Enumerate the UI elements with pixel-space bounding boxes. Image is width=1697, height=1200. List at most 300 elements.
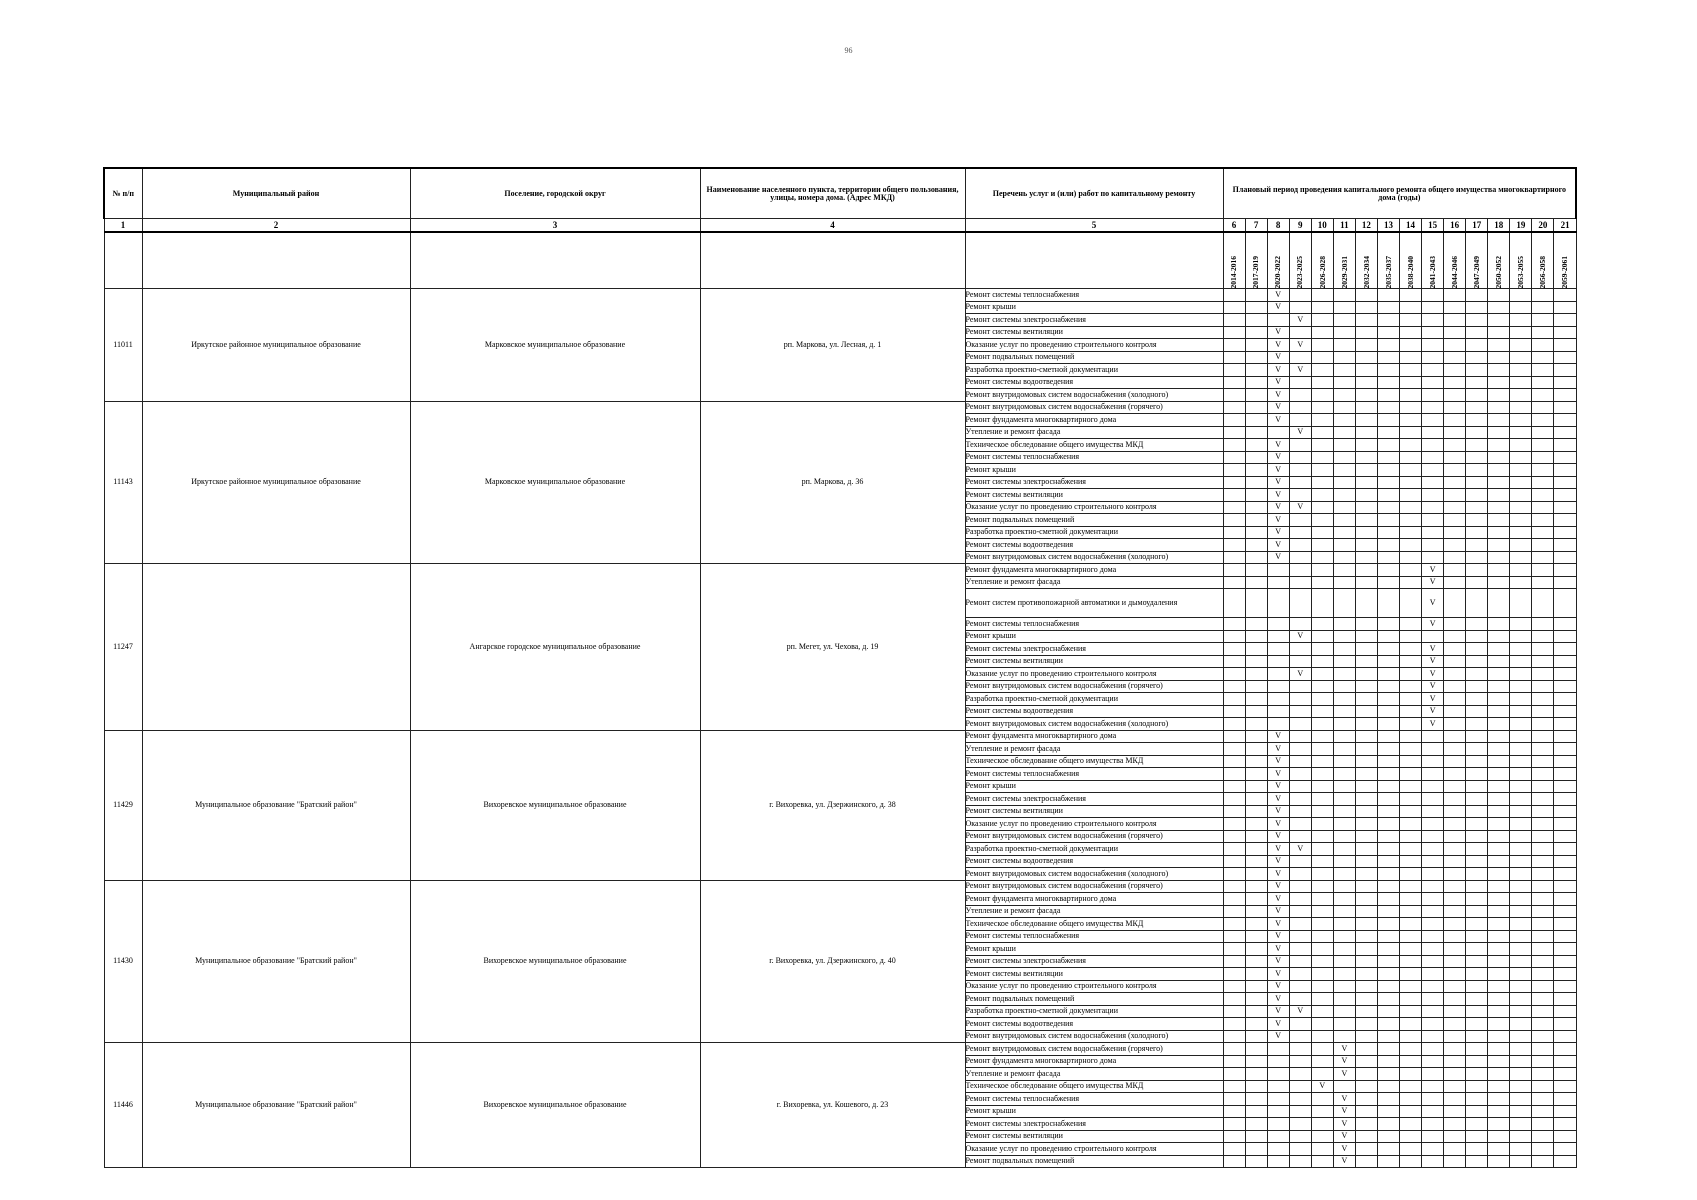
period-cell: [1333, 643, 1355, 656]
period-cell: [1488, 1118, 1510, 1131]
period-cell: [1400, 943, 1422, 956]
work-name: Утепление и ремонт фасада: [965, 1068, 1223, 1081]
period-cell: [1554, 451, 1576, 464]
period-cell: V: [1311, 1080, 1333, 1093]
period-cell: [1400, 1155, 1422, 1168]
period-cell: [1355, 1093, 1377, 1106]
period-cell: [1289, 980, 1311, 993]
period-cell: [1444, 1130, 1466, 1143]
period-cell: [1355, 955, 1377, 968]
period-cell: [1488, 980, 1510, 993]
period-cell: [1400, 905, 1422, 918]
period-cell: [1377, 730, 1399, 743]
period-cell: [1400, 414, 1422, 427]
period-cell: [1488, 755, 1510, 768]
period-cell: [1311, 643, 1333, 656]
period-cell: [1355, 980, 1377, 993]
period-cell: [1422, 514, 1444, 527]
period-cell: [1333, 730, 1355, 743]
period-cell: [1245, 880, 1267, 893]
period-cell: [1377, 930, 1399, 943]
period-cell: [1245, 968, 1267, 981]
period-cell: [1355, 551, 1377, 564]
period-label: 2014-2016: [1229, 255, 1239, 288]
period-cell: [1355, 1080, 1377, 1093]
period-cell: [1510, 1105, 1532, 1118]
period-cell: [1223, 1018, 1245, 1031]
period-cell: [1223, 955, 1245, 968]
period-cell: [1510, 489, 1532, 502]
period-cell: [1466, 893, 1488, 906]
period-cell: [1554, 1080, 1576, 1093]
period-cell: [1355, 793, 1377, 806]
work-name: Ремонт внутридомовых систем водоснабжения (горячего): [965, 880, 1223, 893]
period-cell: [1245, 1155, 1267, 1168]
column-number: 7: [1245, 219, 1267, 233]
period-cell: [1311, 401, 1333, 414]
period-cell: [1488, 943, 1510, 956]
period-row-blank: [965, 232, 1223, 289]
period-cell: [1466, 589, 1488, 618]
period-cell: [1400, 501, 1422, 514]
period-cell: [1289, 718, 1311, 731]
period-cell: [1510, 464, 1532, 477]
period-cell: [1488, 301, 1510, 314]
period-cell: [1355, 868, 1377, 881]
column-number: 2: [142, 219, 410, 233]
period-cell: [1289, 768, 1311, 781]
period-cell: V: [1267, 389, 1289, 402]
period-row: [104, 232, 1576, 289]
period-cell: V: [1267, 818, 1289, 831]
period-cell: [1267, 1143, 1289, 1156]
period-cell: [1311, 755, 1333, 768]
period-cell: [1289, 830, 1311, 843]
period-cell: [1267, 426, 1289, 439]
period-cell: [1267, 618, 1289, 631]
period-cell: [1267, 1093, 1289, 1106]
period-cell: [1466, 668, 1488, 681]
period-cell: V: [1267, 539, 1289, 552]
period-cell: [1400, 1043, 1422, 1056]
period-cell: [1245, 893, 1267, 906]
period-cell: [1400, 968, 1422, 981]
period-cell: [1466, 768, 1488, 781]
period-cell: [1333, 993, 1355, 1006]
period-cell: [1422, 868, 1444, 881]
period-cell: [1311, 389, 1333, 402]
period-cell: [1488, 780, 1510, 793]
period-cell: [1245, 1105, 1267, 1118]
period-cell: [1510, 289, 1532, 302]
period-cell: [1355, 1030, 1377, 1043]
period-header: [1532, 232, 1554, 289]
period-cell: [1422, 476, 1444, 489]
period-row-blank: [410, 232, 700, 289]
period-cell: [1466, 1030, 1488, 1043]
period-cell: [1400, 843, 1422, 856]
period-cell: [1466, 364, 1488, 377]
period-cell: V: [1333, 1093, 1355, 1106]
period-cell: [1223, 564, 1245, 577]
period-cell: [1510, 780, 1532, 793]
period-label: 2017-2019: [1251, 255, 1261, 288]
period-cell: [1355, 943, 1377, 956]
period-cell: [1377, 768, 1399, 781]
period-cell: [1223, 718, 1245, 731]
column-number: 6: [1223, 219, 1245, 233]
period-cell: [1422, 1055, 1444, 1068]
period-cell: [1532, 376, 1554, 389]
district-name: Иркутское районное муниципальное образование: [142, 401, 410, 564]
period-cell: [1223, 514, 1245, 527]
period-row-blank: [104, 232, 142, 289]
period-cell: [1510, 955, 1532, 968]
column-number: 1: [104, 219, 142, 233]
period-cell: [1245, 339, 1267, 352]
period-cell: V: [1267, 376, 1289, 389]
period-cell: [1377, 1143, 1399, 1156]
period-cell: [1554, 805, 1576, 818]
period-cell: [1377, 376, 1399, 389]
period-cell: [1223, 880, 1245, 893]
period-cell: [1510, 643, 1532, 656]
period-cell: [1510, 705, 1532, 718]
period-cell: [1422, 730, 1444, 743]
work-name: Ремонт системы теплоснабжения: [965, 930, 1223, 943]
period-cell: [1311, 326, 1333, 339]
period-cell: [1532, 980, 1554, 993]
period-cell: [1444, 705, 1466, 718]
period-cell: [1444, 643, 1466, 656]
period-cell: [1311, 526, 1333, 539]
period-cell: [1554, 705, 1576, 718]
period-cell: [1422, 301, 1444, 314]
period-cell: [1400, 980, 1422, 993]
period-cell: [1554, 351, 1576, 364]
period-cell: [1289, 893, 1311, 906]
period-cell: [1311, 339, 1333, 352]
work-name: Ремонт внутридомовых систем водоснабжения (холодного): [965, 1030, 1223, 1043]
period-cell: [1400, 301, 1422, 314]
period-cell: [1510, 1030, 1532, 1043]
period-cell: V: [1267, 514, 1289, 527]
period-cell: [1355, 818, 1377, 831]
period-cell: [1333, 618, 1355, 631]
period-cell: [1422, 1143, 1444, 1156]
period-cell: [1223, 439, 1245, 452]
period-cell: [1532, 755, 1554, 768]
period-cell: [1488, 693, 1510, 706]
house-number: 11011: [104, 289, 142, 402]
period-cell: [1444, 805, 1466, 818]
period-cell: [1422, 1093, 1444, 1106]
work-name: Ремонт системы электроснабжения: [965, 793, 1223, 806]
period-cell: [1488, 1030, 1510, 1043]
period-cell: [1355, 855, 1377, 868]
period-cell: [1311, 1155, 1333, 1168]
column-number: 19: [1510, 219, 1532, 233]
period-cell: [1466, 1043, 1488, 1056]
work-name: Ремонт крыши: [965, 780, 1223, 793]
period-cell: [1223, 1130, 1245, 1143]
period-cell: [1311, 843, 1333, 856]
house-address: рп. Маркова, д. 36: [700, 401, 965, 564]
period-cell: [1532, 364, 1554, 377]
period-cell: [1333, 376, 1355, 389]
period-cell: [1289, 993, 1311, 1006]
work-name: Ремонт фундамента многоквартирного дома: [965, 1055, 1223, 1068]
period-header: [1554, 232, 1576, 289]
period-cell: [1422, 414, 1444, 427]
period-cell: [1554, 668, 1576, 681]
period-cell: [1400, 376, 1422, 389]
period-cell: [1245, 539, 1267, 552]
period-cell: [1554, 755, 1576, 768]
period-cell: [1223, 526, 1245, 539]
period-cell: [1554, 843, 1576, 856]
period-cell: [1422, 905, 1444, 918]
period-cell: [1488, 618, 1510, 631]
period-cell: [1289, 905, 1311, 918]
period-cell: [1400, 743, 1422, 756]
period-cell: [1289, 514, 1311, 527]
settlement-name: Вихоревское муниципальное образование: [410, 880, 700, 1043]
period-cell: [1466, 1018, 1488, 1031]
period-cell: [1289, 693, 1311, 706]
period-cell: [1355, 464, 1377, 477]
work-name: Ремонт системы вентиляции: [965, 968, 1223, 981]
period-cell: [1532, 943, 1554, 956]
period-cell: [1355, 289, 1377, 302]
period-cell: [1223, 1080, 1245, 1093]
period-cell: [1488, 918, 1510, 931]
period-cell: [1289, 968, 1311, 981]
period-cell: [1532, 993, 1554, 1006]
period-cell: [1532, 301, 1554, 314]
period-cell: [1400, 576, 1422, 589]
period-cell: [1422, 339, 1444, 352]
work-name: Оказание услуг по проведению строительного контроля: [965, 668, 1223, 681]
period-cell: [1311, 1105, 1333, 1118]
period-cell: [1289, 755, 1311, 768]
period-cell: [1488, 930, 1510, 943]
period-cell: [1245, 439, 1267, 452]
table-row: [104, 1043, 1576, 1056]
period-cell: [1400, 564, 1422, 577]
period-cell: [1532, 1005, 1554, 1018]
period-cell: [1333, 314, 1355, 327]
period-cell: [1245, 930, 1267, 943]
period-cell: [1311, 780, 1333, 793]
period-cell: [1333, 830, 1355, 843]
period-cell: [1510, 655, 1532, 668]
period-cell: [1488, 830, 1510, 843]
work-name: Ремонт системы теплоснабжения: [965, 451, 1223, 464]
period-cell: [1333, 768, 1355, 781]
period-cell: [1333, 539, 1355, 552]
period-cell: [1554, 301, 1576, 314]
period-cell: V: [1267, 401, 1289, 414]
period-cell: [1422, 526, 1444, 539]
work-name: Техническое обследование общего имущества МКД: [965, 918, 1223, 931]
period-cell: [1444, 489, 1466, 502]
period-cell: [1488, 376, 1510, 389]
period-cell: [1377, 464, 1399, 477]
period-cell: [1311, 680, 1333, 693]
period-cell: [1466, 576, 1488, 589]
period-label: 2053-2055: [1516, 255, 1526, 288]
work-name: Ремонт подвальных помещений: [965, 993, 1223, 1006]
period-cell: [1510, 401, 1532, 414]
period-cell: [1355, 993, 1377, 1006]
period-cell: [1554, 830, 1576, 843]
period-cell: [1333, 564, 1355, 577]
period-cell: [1377, 426, 1399, 439]
period-cell: [1245, 301, 1267, 314]
period-cell: [1444, 943, 1466, 956]
period-cell: [1510, 551, 1532, 564]
period-cell: [1400, 793, 1422, 806]
period-cell: [1422, 289, 1444, 302]
period-cell: [1466, 339, 1488, 352]
period-cell: [1223, 501, 1245, 514]
period-header: [1400, 232, 1422, 289]
period-header: [1333, 232, 1355, 289]
period-label: 2059-2061: [1560, 255, 1570, 288]
period-cell: [1488, 1043, 1510, 1056]
period-cell: [1245, 476, 1267, 489]
period-cell: V: [1289, 501, 1311, 514]
period-cell: [1422, 1155, 1444, 1168]
house-number: 11143: [104, 401, 142, 564]
period-cell: [1488, 1093, 1510, 1106]
period-cell: [1422, 539, 1444, 552]
district-name: Муниципальное образование "Братский район": [142, 880, 410, 1043]
period-cell: [1532, 618, 1554, 631]
period-cell: [1223, 326, 1245, 339]
period-cell: [1466, 630, 1488, 643]
period-cell: [1554, 968, 1576, 981]
period-cell: [1466, 1055, 1488, 1068]
period-cell: [1333, 868, 1355, 881]
period-header: [1223, 232, 1245, 289]
period-cell: [1400, 439, 1422, 452]
period-cell: [1488, 768, 1510, 781]
period-cell: [1311, 539, 1333, 552]
period-cell: [1422, 830, 1444, 843]
period-cell: [1377, 1068, 1399, 1081]
period-cell: V: [1267, 968, 1289, 981]
period-cell: [1444, 1055, 1466, 1068]
column-number: 21: [1554, 219, 1576, 233]
period-cell: [1422, 855, 1444, 868]
period-cell: [1510, 968, 1532, 981]
period-cell: [1377, 655, 1399, 668]
period-cell: [1245, 768, 1267, 781]
period-cell: [1422, 1118, 1444, 1131]
period-cell: [1289, 539, 1311, 552]
period-cell: [1532, 730, 1554, 743]
period-cell: [1444, 551, 1466, 564]
period-cell: [1355, 489, 1377, 502]
period-cell: [1466, 414, 1488, 427]
period-cell: [1377, 1055, 1399, 1068]
period-cell: [1510, 476, 1532, 489]
period-cell: [1245, 351, 1267, 364]
period-cell: [1422, 805, 1444, 818]
period-cell: [1400, 1130, 1422, 1143]
period-cell: [1333, 476, 1355, 489]
period-cell: [1267, 1068, 1289, 1081]
period-cell: [1333, 1030, 1355, 1043]
period-cell: [1554, 389, 1576, 402]
period-cell: [1532, 314, 1554, 327]
work-name: Ремонт системы водоотведения: [965, 1018, 1223, 1031]
period-cell: V: [1422, 589, 1444, 618]
period-cell: [1289, 1068, 1311, 1081]
period-cell: [1333, 668, 1355, 681]
period-cell: [1510, 339, 1532, 352]
period-cell: [1311, 980, 1333, 993]
period-cell: [1311, 793, 1333, 806]
period-cell: [1333, 630, 1355, 643]
period-cell: [1333, 551, 1355, 564]
period-cell: [1422, 843, 1444, 856]
period-cell: [1466, 1005, 1488, 1018]
period-cell: V: [1267, 730, 1289, 743]
period-cell: V: [1267, 489, 1289, 502]
period-cell: [1510, 1130, 1532, 1143]
period-cell: [1333, 655, 1355, 668]
period-cell: [1444, 918, 1466, 931]
period-cell: [1532, 818, 1554, 831]
period-cell: [1488, 501, 1510, 514]
period-cell: [1311, 718, 1333, 731]
period-cell: [1510, 893, 1532, 906]
period-cell: [1444, 718, 1466, 731]
period-cell: V: [1333, 1043, 1355, 1056]
period-label: 2050-2052: [1494, 255, 1504, 288]
period-cell: [1532, 1043, 1554, 1056]
work-name: Оказание услуг по проведению строительного контроля: [965, 339, 1223, 352]
period-cell: [1223, 868, 1245, 881]
period-cell: V: [1267, 830, 1289, 843]
period-cell: V: [1267, 476, 1289, 489]
period-cell: [1444, 818, 1466, 831]
period-cell: [1223, 1068, 1245, 1081]
period-cell: V: [1267, 980, 1289, 993]
period-cell: [1311, 830, 1333, 843]
period-cell: [1444, 830, 1466, 843]
period-cell: [1510, 301, 1532, 314]
period-cell: [1444, 655, 1466, 668]
period-cell: [1510, 805, 1532, 818]
period-cell: [1444, 426, 1466, 439]
period-cell: [1377, 755, 1399, 768]
period-cell: [1245, 414, 1267, 427]
period-cell: [1422, 893, 1444, 906]
period-cell: [1377, 980, 1399, 993]
period-cell: [1554, 476, 1576, 489]
period-cell: V: [1267, 301, 1289, 314]
period-cell: [1245, 668, 1267, 681]
period-cell: [1466, 843, 1488, 856]
period-cell: [1554, 589, 1576, 618]
period-cell: [1289, 618, 1311, 631]
period-cell: V: [1333, 1130, 1355, 1143]
period-cell: V: [1267, 1030, 1289, 1043]
